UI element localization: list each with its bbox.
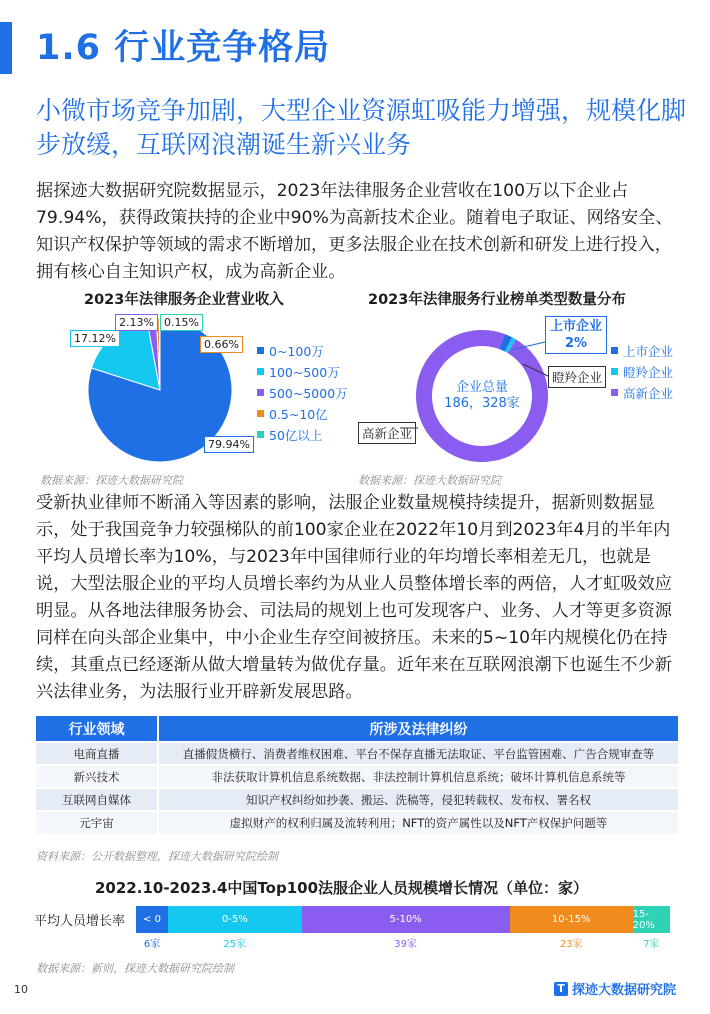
donut-callout-gazelle: 瞪羚企业 xyxy=(548,366,606,388)
legend-label: 上市企业 xyxy=(623,343,674,359)
table-cell-field: 新兴技术 xyxy=(36,765,158,788)
pie-label-79: 79.94% xyxy=(204,436,254,453)
bar-count-0: 6家 xyxy=(143,939,161,950)
legend-label: 500~5000万 xyxy=(269,385,348,401)
section-subtitle: 小微市场竞争加剧，大型企业资源虹吸能力增强，规模化脚步放缓，互联网浪潮诞生新兴业务 xyxy=(36,96,687,159)
bar-count-4: 7家 xyxy=(643,939,660,950)
callout-listed-label: 上市企业 xyxy=(550,319,603,334)
legend-swatch xyxy=(257,389,264,396)
table-header-disputes: 所涉及法律纠纷 xyxy=(158,716,678,742)
bar-segment-1: 0-5% xyxy=(168,906,302,933)
table-cell-disputes: 非法获取计算机信息系统数据、非法控制计算机信息系统；破坏计算机信息系统等 xyxy=(158,765,678,788)
legend-swatch xyxy=(611,368,618,375)
bar-chart-source: 数据来源：新则，探迹大数据研究院绘制 xyxy=(36,962,234,975)
legend-item xyxy=(611,361,673,382)
legend-swatch xyxy=(611,347,618,354)
table-cell-disputes: 虚拟财产的权利归属及流转利用；NFT的资产属性以及NFT产权保护问题等 xyxy=(158,811,678,834)
legend-label: 0.5~10亿 xyxy=(269,406,328,422)
donut-chart-title: 2023年法律服务行业榜单类型数量分布 xyxy=(368,292,626,308)
table-header-field: 行业领域 xyxy=(36,716,158,742)
legend-label: 50亿以上 xyxy=(269,427,323,443)
legend-swatch xyxy=(257,368,264,375)
legend-swatch xyxy=(257,410,264,417)
bar-segment-3: 10-15% xyxy=(510,906,633,933)
leader-line-listed xyxy=(511,342,545,350)
callout-listed-pct: 2% xyxy=(564,336,588,351)
brand-name: 探迹大数据研究院 xyxy=(571,983,676,998)
bar-segment-4: 15-20% xyxy=(633,906,670,933)
leader-line-gazelle xyxy=(523,364,548,376)
growth-bar-counts xyxy=(136,935,670,949)
table-row xyxy=(36,811,678,834)
bar-chart-title: 2022.10-2023.4中国Top100法服企业人员规模增长情况（单位：家） xyxy=(95,879,589,897)
donut-center-value: 186，328家 xyxy=(444,396,520,411)
donut-center-label: 企业总量 xyxy=(455,380,508,395)
intro-paragraph: 据探迹大数据研究院数据显示，2023年法律服务企业营收在100万以下企业占79.94%，获得政策扶持的企业中90%为高新技术企业。随着电子取证、网络安全、知识产权保护等领域的需求不断增加，更多法服企业在技术创新和研发上进行投入，拥有核心自主知识产权，成为高新企业。 xyxy=(36,181,673,282)
body-paragraph: 受新执业律师不断涌入等因素的影响，法服企业数量规模持续提升，据新则数据显示，处于我国竞争力较强梯队的前100家企业在2022年10月到2023年4月的半年内平均人员增长率为10%，与2023年中国律师行业的年均增长率相差无几，也就是说，大型法服企业的平均人员增长率约为从业人员整体增长率的两倍，人才虹吸效应明显。从各地法律服务协会、司法局的规划上也可发现客户、业务、人才等更多资源同样在向头部企业集中，中小企业生存空间被挤压。未来的5~10年内规模化仍在持续，其重点已经逐渐从做大增量转为做优存量。近年来在互联网浪潮下也诞生不少新兴法律业务，为法服行业开辟新发展思路。 xyxy=(36,493,672,702)
page-number: 10 xyxy=(14,983,28,996)
pie-chart-title: 2023年法律服务企业营业收入 xyxy=(84,292,284,308)
legend-item xyxy=(257,340,348,361)
pie-label-17: 17.12% xyxy=(70,330,120,347)
pie-legend xyxy=(257,340,348,445)
bar-count-1: 25家 xyxy=(223,939,247,950)
legend-item xyxy=(257,403,348,424)
table-row xyxy=(36,742,678,765)
legend-label: 高新企业 xyxy=(623,385,674,401)
legend-item xyxy=(257,424,348,445)
table-cell-field: 互联网自媒体 xyxy=(36,788,158,811)
table-cell-disputes: 直播假货横行、消费者维权困难、平台不保存直播无法取证、平台监管困难、广告合规审查等 xyxy=(158,742,678,765)
growth-stacked-bar xyxy=(136,906,670,933)
legend-item xyxy=(257,361,348,382)
disputes-table xyxy=(36,716,678,834)
table-cell-disputes: 知识产权纠纷如抄袭、搬运、洗稿等，侵犯转载权、发布权、署名权 xyxy=(158,788,678,811)
legend-swatch xyxy=(257,347,264,354)
page-title: 1.6 行业竞争格局 xyxy=(36,28,331,68)
pie-label-2: 2.13% xyxy=(115,314,158,331)
pie-chart-source: 数据来源：探迹大数据研究院 xyxy=(40,474,183,487)
table-source: 资料来源：公开数据整理，探迹大数据研究院绘制 xyxy=(36,850,278,863)
legend-item xyxy=(611,340,673,361)
donut-callout-hightech: 高新企业 xyxy=(358,422,416,444)
donut-chart-source: 数据来源：探迹大数据研究院 xyxy=(358,474,501,487)
legend-swatch xyxy=(611,389,618,396)
donut-leader-lines xyxy=(350,320,570,450)
pie-label-015: 0.15% xyxy=(160,314,203,331)
legend-label: 100~500万 xyxy=(269,364,340,380)
bar-segment-0: < 0 xyxy=(136,906,168,933)
table-cell-field: 元宇宙 xyxy=(36,811,158,834)
legend-label: 0~100万 xyxy=(269,343,324,359)
table-row xyxy=(36,788,678,811)
legend-label: 瞪羚企业 xyxy=(623,364,674,380)
pie-label-066: 0.66% xyxy=(200,336,243,353)
brand-logo-icon: T xyxy=(554,982,568,996)
title-accent-bar xyxy=(0,22,12,74)
bar-count-2: 39家 xyxy=(394,939,418,950)
table-header-row xyxy=(36,716,678,742)
legend-item xyxy=(257,382,348,403)
table-cell-field: 电商直播 xyxy=(36,742,158,765)
donut-legend xyxy=(611,340,673,403)
legend-item xyxy=(611,382,673,403)
legend-swatch xyxy=(257,431,264,438)
bar-count-3: 23家 xyxy=(559,939,583,950)
brand-footer xyxy=(554,979,676,998)
bar-segment-2: 5-10% xyxy=(302,906,510,933)
bar-row-label: 平均人员增长率 xyxy=(34,914,126,929)
table-row xyxy=(36,765,678,788)
